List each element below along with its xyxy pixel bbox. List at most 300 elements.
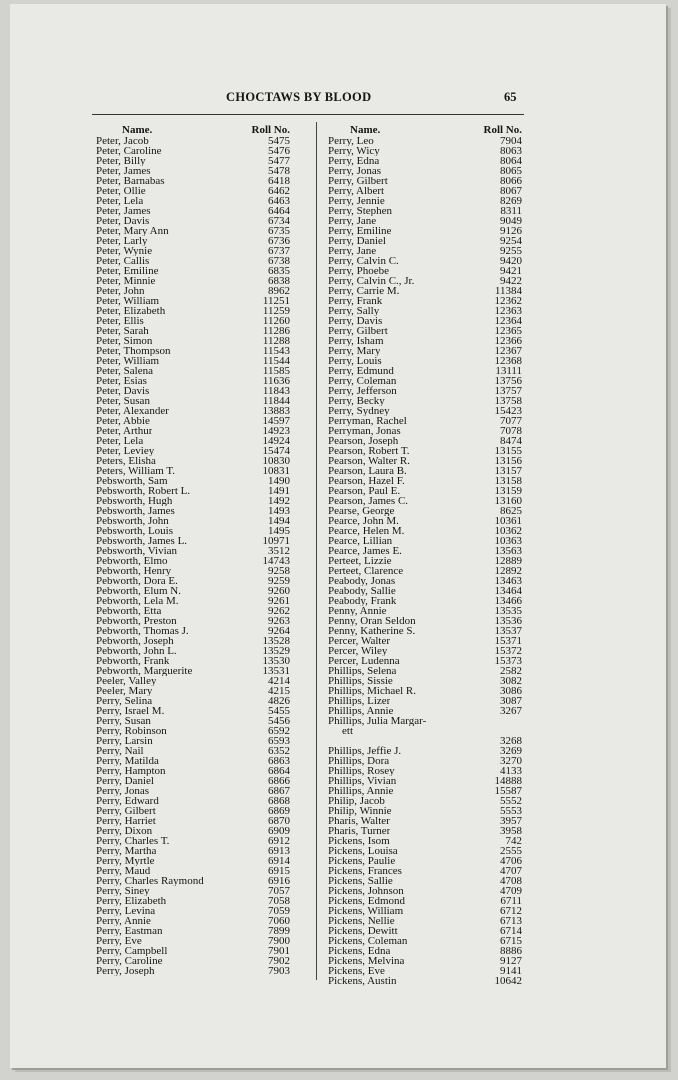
entry-name: Perry, Charles T. [96, 836, 170, 846]
entry-roll-number: 12365 [494, 325, 522, 337]
entry-name: Peter, Salena [96, 366, 153, 376]
roll-entry [328, 716, 522, 726]
roll-entry [328, 866, 522, 876]
entry-name: Pickens, Dewitt [328, 926, 398, 936]
entry-roll-number: 6867 [268, 785, 290, 797]
entry-name: Pearson, Walter R. [328, 456, 411, 466]
roll-entry [328, 386, 522, 396]
roll-entry [328, 136, 522, 146]
roll-entry [96, 516, 290, 526]
entry-name: Perry, Robinson [96, 726, 167, 736]
entry-roll-number: 10971 [262, 535, 290, 547]
entry-name: Penny, Katherine S. [328, 626, 416, 636]
roll-entry [328, 636, 522, 646]
entry-roll-number: 11384 [494, 285, 522, 297]
entry-name: Pickens, Nellie [328, 916, 395, 926]
roll-entry [328, 696, 522, 706]
entry-roll-number: 11288 [262, 335, 290, 347]
entry-roll-number: 7058 [268, 895, 290, 907]
entry-roll-number: 11251 [262, 295, 290, 307]
entry-name: Pickens, Austin [328, 976, 397, 986]
roll-entry [328, 336, 522, 346]
entry-roll-number: 10363 [494, 535, 522, 547]
entry-roll-number: 1492 [268, 495, 290, 507]
entry-name: Pickens, Frances [328, 866, 402, 876]
roll-entry [96, 696, 290, 706]
roll-entry [328, 656, 522, 666]
entry-name: Phillips, Dora [328, 756, 390, 766]
entry-name: Perry, Jane [328, 216, 377, 226]
entry-name: Perry, Stephen [328, 206, 393, 216]
roll-entry [328, 426, 522, 436]
roll-entry [328, 166, 522, 176]
entry-roll-number: 12367 [494, 345, 522, 357]
entry-roll-number: 8625 [500, 505, 522, 517]
roll-entry [96, 676, 290, 686]
entry-roll-number: 9261 [268, 595, 290, 607]
entry-roll-number: 9260 [268, 585, 290, 597]
entry-roll-number: 3270 [500, 755, 522, 767]
roll-entry [96, 346, 290, 356]
entry-name: Peter, Larly [96, 236, 148, 246]
entry-name: Perry, Charles Raymond [96, 876, 204, 886]
entry-name: Percer, Wiley [328, 646, 388, 656]
entry-roll-number: 4826 [268, 695, 290, 707]
entry-roll-number: 9254 [500, 235, 522, 247]
entry-name: Pebworth, Thomas J. [96, 626, 189, 636]
roll-entry [328, 726, 522, 736]
entry-name: Philip, Jacob [328, 796, 385, 806]
roll-entry [328, 516, 522, 526]
entry-name: Pebsworth, James L. [96, 536, 188, 546]
entry-roll-number: 7057 [268, 885, 290, 897]
entry-roll-number: 3957 [500, 815, 522, 827]
entry-roll-number: 6592 [268, 725, 290, 737]
entry-name: Perry, Jonas [328, 166, 382, 176]
entry-roll-number: 13883 [262, 405, 290, 417]
entry-name: Pickens, Isom [328, 836, 390, 846]
roll-entry [96, 306, 290, 316]
entry-name: Perry, Edmund [328, 366, 394, 376]
entry-name: Perry, Isham [328, 336, 384, 346]
roll-entry [96, 646, 290, 656]
entry-roll-number: 8474 [500, 435, 522, 447]
entry-roll-number: 6863 [268, 755, 290, 767]
entry-name: Perry, Gilbert [96, 806, 156, 816]
roll-entry [96, 446, 290, 456]
entry-roll-number: 6868 [268, 795, 290, 807]
entry-name: Peter, Barnabas [96, 176, 165, 186]
entry-name: Peters, William T. [96, 466, 175, 476]
roll-entry [96, 156, 290, 166]
roll-entry [96, 536, 290, 546]
entry-name: Pickens, Johnson [328, 886, 404, 896]
entry-roll-number: 7903 [268, 965, 290, 977]
entry-name: Perry, Israel M. [96, 706, 165, 716]
entry-roll-number: 13536 [494, 615, 522, 627]
entry-roll-number: 10830 [262, 455, 290, 467]
roll-entry [328, 476, 522, 486]
entry-roll-number: 3082 [500, 675, 522, 687]
entry-roll-number: 9049 [500, 215, 522, 227]
entry-roll-number: 6737 [268, 245, 290, 257]
entry-name: Pearse, George [328, 506, 395, 516]
entry-roll-number: 14888 [494, 775, 522, 787]
roll-entry [96, 816, 290, 826]
roll-entry [96, 736, 290, 746]
roll-column-header: Roll No. [251, 124, 290, 136]
entry-roll-number: 2555 [500, 845, 522, 857]
entry-name: Pebworth, Preston [96, 616, 177, 626]
entry-name: Perry, Emiline [328, 226, 392, 236]
roll-entry [96, 776, 290, 786]
entry-roll-number: 6712 [500, 905, 522, 917]
entry-roll-number: 6462 [268, 185, 290, 197]
entry-name: Peter, Billy [96, 156, 146, 166]
entry-roll-number: 15372 [494, 645, 522, 657]
entry-name: Pickens, William [328, 906, 404, 916]
entry-name: Perry, Calvin C. [328, 256, 399, 266]
entry-name: Peter, Callis [96, 256, 150, 266]
entry-name: Pebworth, Frank [96, 656, 170, 666]
entry-name: Peeler, Mary [96, 686, 153, 696]
entry-roll-number: 6418 [268, 175, 290, 187]
entry-name: Pharis, Walter [328, 816, 390, 826]
entry-name: Pickens, Melvina [328, 956, 405, 966]
roll-entry [328, 606, 522, 616]
roll-entry [96, 436, 290, 446]
roll-entry [96, 406, 290, 416]
entry-name: Perry, Susan [96, 716, 151, 726]
roll-entry [328, 406, 522, 416]
roll-entry [96, 946, 290, 956]
entry-roll-number: 5476 [268, 145, 290, 157]
entry-name: Phillips, Annie [328, 786, 394, 796]
roll-entry [328, 276, 522, 286]
entry-name: Peter, Alexander [96, 406, 169, 416]
entry-name: Perry, Becky [328, 396, 385, 406]
entry-roll-number: 15373 [494, 655, 522, 667]
entry-roll-number: 7899 [268, 925, 290, 937]
entry-roll-number: 6463 [268, 195, 290, 207]
entry-roll-number: 4215 [268, 685, 290, 697]
entry-name: Perry, Siney [96, 886, 150, 896]
entry-roll-number: 11286 [262, 325, 290, 337]
roll-entry [328, 876, 522, 886]
entry-name: Perry, Jonas [96, 786, 150, 796]
entry-roll-number: 15423 [494, 405, 522, 417]
entry-name: Perteet, Lizzie [328, 556, 392, 566]
entry-roll-number: 1495 [268, 525, 290, 537]
roll-entry [328, 736, 522, 746]
entry-roll-number: 14924 [262, 435, 290, 447]
entry-name: Phillips, Michael R. [328, 686, 416, 696]
roll-entry [328, 376, 522, 386]
roll-entry [96, 386, 290, 396]
entry-name: Peter, Lela [96, 196, 144, 206]
entry-name: Pearson, Robert T. [328, 446, 410, 456]
roll-entry [328, 676, 522, 686]
entry-roll-number: 3267 [500, 705, 522, 717]
roll-entry [96, 586, 290, 596]
entry-roll-number: 1491 [268, 485, 290, 497]
roll-entry [96, 476, 290, 486]
entry-name: Pebworth, John L. [96, 646, 177, 656]
entry-roll-number: 12889 [494, 555, 522, 567]
roll-entry [328, 366, 522, 376]
roll-entry [328, 856, 522, 866]
entry-roll-number: 5553 [500, 805, 522, 817]
entry-roll-number: 5455 [268, 705, 290, 717]
roll-entry [328, 916, 522, 926]
roll-entry [96, 186, 290, 196]
entry-roll-number: 13111 [495, 365, 522, 377]
roll-entry [328, 796, 522, 806]
entry-roll-number: 8311 [500, 205, 522, 217]
entry-roll-number: 13155 [494, 445, 522, 457]
roll-entry [96, 506, 290, 516]
roll-entry [96, 786, 290, 796]
entry-roll-number: 14597 [262, 415, 290, 427]
roll-entry [328, 266, 522, 276]
entry-roll-number: 7059 [268, 905, 290, 917]
roll-entry [96, 616, 290, 626]
entry-roll-number: 1490 [268, 475, 290, 487]
roll-entry [96, 796, 290, 806]
entry-roll-number: 13537 [494, 625, 522, 637]
entry-name: Pebsworth, Louis [96, 526, 173, 536]
roll-entry [96, 846, 290, 856]
entry-name: Perteet, Clarence [328, 566, 404, 576]
roll-column-header: Roll No. [483, 124, 522, 136]
roll-entry [96, 866, 290, 876]
roll-entry [328, 496, 522, 506]
entry-name: Perry, Maud [96, 866, 151, 876]
roll-entry [328, 176, 522, 186]
roll-entry [328, 956, 522, 966]
roll-entry [96, 496, 290, 506]
entry-name: Peter, Abbie [96, 416, 150, 426]
roll-entry [328, 896, 522, 906]
entry-name: Peter, Arthur [96, 426, 153, 436]
entry-name: Phillips, Selena [328, 666, 397, 676]
entry-name: Perry, Matilda [96, 756, 159, 766]
entry-roll-number: 9126 [500, 225, 522, 237]
entry-roll-number: 13463 [494, 575, 522, 587]
entry-name: Pearce, John M. [328, 516, 399, 526]
roll-entry [328, 926, 522, 936]
entry-roll-number: 12362 [494, 295, 522, 307]
entry-roll-number: 6713 [500, 915, 522, 927]
entry-roll-number: 15474 [262, 445, 290, 457]
entry-name: Pickens, Louisa [328, 846, 398, 856]
roll-entry [328, 966, 522, 976]
entry-name: Pickens, Paulie [328, 856, 396, 866]
roll-entry [96, 416, 290, 426]
roll-entry [96, 326, 290, 336]
roll-entry [96, 806, 290, 816]
roll-entry [328, 646, 522, 656]
entry-roll-number: 9420 [500, 255, 522, 267]
entry-roll-number: 13529 [262, 645, 290, 657]
roll-entry [96, 146, 290, 156]
roll-entry [96, 356, 290, 366]
entry-name: Perry, Eve [96, 936, 142, 946]
roll-entry [96, 206, 290, 216]
entry-name: Peter, Lela [96, 436, 144, 446]
entry-roll-number: 15587 [494, 785, 522, 797]
roll-entry [96, 276, 290, 286]
entry-name: Pickens, Edna [328, 946, 391, 956]
roll-entry [328, 196, 522, 206]
entry-name: Perry, Phoebe [328, 266, 389, 276]
roll-entry [328, 356, 522, 366]
entry-name: Perryman, Jonas [328, 426, 401, 436]
entry-roll-number: 6914 [268, 855, 290, 867]
entry-roll-number: 1493 [268, 505, 290, 517]
roll-entry [328, 746, 522, 756]
entry-roll-number: 13528 [262, 635, 290, 647]
roll-entry [96, 426, 290, 436]
roll-entry [96, 956, 290, 966]
entry-name: Perry, Eastman [96, 926, 163, 936]
entry-name: Philip, Winnie [328, 806, 392, 816]
entry-name: Perry, Annie [96, 916, 151, 926]
roll-entry [328, 616, 522, 626]
page-header [10, 90, 666, 110]
roll-entry [328, 706, 522, 716]
entry-roll-number: 6913 [268, 845, 290, 857]
entry-name: Phillips, Jeffie J. [328, 746, 402, 756]
entry-name: Perry, Sally [328, 306, 380, 316]
entry-name: Perry, Jennie [328, 196, 385, 206]
entry-roll-number: 6735 [268, 225, 290, 237]
header-rule [92, 114, 524, 115]
roll-entry [96, 756, 290, 766]
roll-entry [96, 166, 290, 176]
entry-name: Pearson, Laura B. [328, 466, 407, 476]
entry-name: Peter, Simon [96, 336, 153, 346]
entry-name: Phillips, Vivian [328, 776, 397, 786]
entry-roll-number: 12366 [494, 335, 522, 347]
entry-name: Peter, Davis [96, 386, 150, 396]
entry-roll-number: 4709 [500, 885, 522, 897]
entry-roll-number: 6869 [268, 805, 290, 817]
roll-entry [96, 896, 290, 906]
entry-name: Peter, Susan [96, 396, 150, 406]
entry-name: Phillips, Lizer [328, 696, 391, 706]
entry-roll-number: 14923 [262, 425, 290, 437]
entry-name: Perry, Elizabeth [96, 896, 167, 906]
entry-name: Pebsworth, Hugh [96, 496, 173, 506]
entry-name: Pearson, James C. [328, 496, 409, 506]
entry-name: Perry, Sydney [328, 406, 390, 416]
entry-name: Perry, Frank [328, 296, 383, 306]
entry-name: Perry, Daniel [328, 236, 386, 246]
roll-entry [328, 906, 522, 916]
entry-name: Perry, Albert [328, 186, 385, 196]
left-column [96, 124, 290, 976]
roll-entry [328, 346, 522, 356]
entry-name: Pickens, Coleman [328, 936, 408, 946]
entry-roll-number: 5552 [500, 795, 522, 807]
roll-entry [96, 546, 290, 556]
entry-name: Perry, Dixon [96, 826, 153, 836]
roll-entry [328, 316, 522, 326]
entry-roll-number: 9259 [268, 575, 290, 587]
entry-roll-number: 5477 [268, 155, 290, 167]
roll-entry [96, 196, 290, 206]
roll-entry [328, 466, 522, 476]
roll-entry [96, 486, 290, 496]
roll-entry [328, 286, 522, 296]
entry-roll-number: 6870 [268, 815, 290, 827]
entry-roll-number: 8065 [500, 165, 522, 177]
roll-entry [328, 216, 522, 226]
roll-entry [328, 186, 522, 196]
roll-entry [96, 666, 290, 676]
roll-entry [328, 576, 522, 586]
entry-name: Peter, John [96, 286, 145, 296]
entry-name: Percer, Walter [328, 636, 390, 646]
entry-roll-number: 12364 [494, 315, 522, 327]
entry-name: Peter, Thompson [96, 346, 171, 356]
roll-entry [328, 486, 522, 496]
entry-roll-number: 8066 [500, 175, 522, 187]
entry-roll-number: 3512 [268, 545, 290, 557]
roll-entry [328, 246, 522, 256]
column-header [96, 124, 290, 136]
entry-name: Perry, Davis [328, 316, 383, 326]
roll-entry [96, 636, 290, 646]
entry-name: Peter, Sarah [96, 326, 149, 336]
entry-name: Pearce, Lillian [328, 536, 393, 546]
entry-name: Peter, James [96, 166, 151, 176]
entry-name: Perry, Jane [328, 246, 377, 256]
entry-name: Pebworth, Elum N. [96, 586, 181, 596]
entry-roll-number: 9141 [500, 965, 522, 977]
entry-roll-number: 4706 [500, 855, 522, 867]
entry-roll-number: 6593 [268, 735, 290, 747]
entry-roll-number: 7902 [268, 955, 290, 967]
roll-entry [328, 416, 522, 426]
entry-name: Pearce, James E. [328, 546, 402, 556]
roll-entry [96, 726, 290, 736]
roll-entry [96, 856, 290, 866]
entry-name: ett [342, 726, 353, 736]
entry-roll-number: 3086 [500, 685, 522, 697]
roll-entry [328, 396, 522, 406]
roll-entry [328, 626, 522, 636]
entry-roll-number: 12892 [494, 565, 522, 577]
entry-name: Perry, Gilbert [328, 176, 388, 186]
entry-name: Perry, Wicy [328, 146, 380, 156]
entry-name: Percer, Ludenna [328, 656, 400, 666]
roll-entry [328, 686, 522, 696]
entry-roll-number: 1494 [268, 515, 290, 527]
entry-roll-number: 13530 [262, 655, 290, 667]
entry-name: Perry, Campbell [96, 946, 168, 956]
entry-name: Penny, Annie [328, 606, 387, 616]
entry-name: Phillips, Annie [328, 706, 394, 716]
entry-name: Peter, James [96, 206, 151, 216]
roll-entry [96, 226, 290, 236]
roll-entry [328, 586, 522, 596]
entry-roll-number: 7060 [268, 915, 290, 927]
entry-name: Pebworth, Marguerite [96, 666, 193, 676]
entry-name: Pearson, Joseph [328, 436, 399, 446]
entry-roll-number: 14743 [262, 555, 290, 567]
